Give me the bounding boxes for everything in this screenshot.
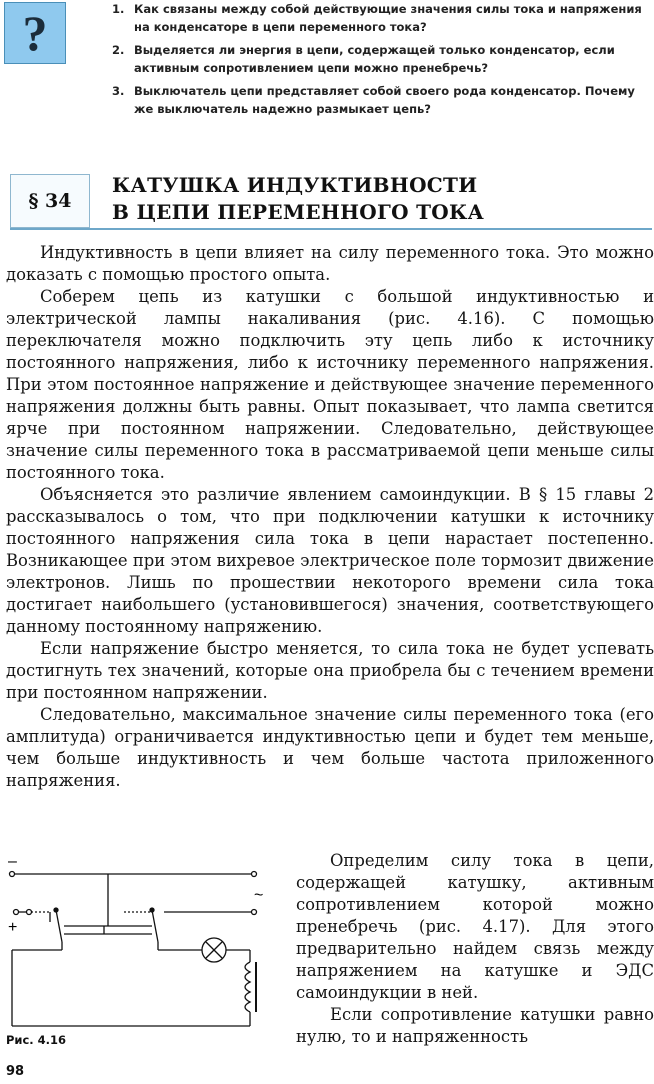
paragraph: Если сопротивление катушки равно нулю, то и напряженность xyxy=(296,1005,654,1046)
question-mark-icon: ? xyxy=(22,5,48,61)
minus-label: – xyxy=(8,854,17,870)
section-title xyxy=(112,172,484,226)
question-text: Выделяется ли энергия в цепи, содержащей только конденсатор, если активным сопротивлением цепи можно пренебречь? xyxy=(134,43,615,75)
ac-label: ~ xyxy=(254,887,264,904)
paragraph: Индуктивность в цепи влияет на силу переменного тока. Это можно доказать с помощью простого опыта. xyxy=(6,243,654,284)
plus-label: + xyxy=(8,919,18,936)
question-item xyxy=(112,82,652,118)
paragraph: Определим силу тока в цепи, содержащей катушку, активным сопротивлением которой можно пренебречь (рис. 4.17). Для этого предварительно найдем связь между напряжением на катушке и ЭДС самоиндукции в ней. xyxy=(296,851,654,1002)
circuit-diagram xyxy=(4,854,288,1034)
section-title-line2: В ЦЕПИ ПЕРЕМЕННОГО ТОКА xyxy=(112,200,485,224)
question-item xyxy=(112,41,652,77)
review-questions xyxy=(112,0,652,123)
question-number: 1. xyxy=(112,2,125,16)
section-rule xyxy=(10,228,652,230)
side-text xyxy=(296,850,654,1048)
questions-icon xyxy=(4,2,66,64)
question-text: Как связаны между собой действующие значения силы тока и напряжения на конденсаторе в цепи переменного тока? xyxy=(134,2,642,34)
paragraph: Если напряжение быстро меняется, то сила тока не будет успевать достигнуть тех значений, которые она приобрела бы с течением времени при постоянном напряжении. xyxy=(6,639,654,702)
section-title-line1: КАТУШКА ИНДУКТИВНОСТИ xyxy=(112,173,478,197)
main-text xyxy=(6,242,654,792)
question-number: 3. xyxy=(112,84,125,98)
figure-caption: Рис. 4.16 xyxy=(6,1033,67,1047)
circuit-figure xyxy=(4,854,288,1054)
paragraph: Объясняется это различие явлением самоиндукции. В § 15 главы 2 рассказывалось о том, что при подключении катушки к источнику постоянного напряжения сила тока в цепи нарастает постепенно. Возникающее при этом вихревое электрическое поле тормозит движение электронов. Лишь по прошествии некоторого времени сила тока достигает наибольшего (установившегося) значения, соответствующего данному постоянному напряжению. xyxy=(6,485,654,636)
question-item xyxy=(112,0,652,36)
section-number: § 34 xyxy=(28,190,72,212)
paragraph: Следовательно, максимальное значение силы переменного тока (его амплитуда) ограничивается индуктивностью цепи и будет тем меньше, чем больше индуктивность и чем больше частота приложенного напряжения. xyxy=(6,705,654,790)
page-number: 98 xyxy=(6,1064,25,1079)
question-text: Выключатель цепи представляет собой своего рода конденсатор. Почему же выключатель надежно размыкает цепь? xyxy=(134,84,635,116)
section-number-box xyxy=(10,174,90,228)
paragraph: Соберем цепь из катушки с большой индуктивностью и электрической лампы накаливания (рис. 4.16). С помощью переключателя можно подключить эту цепь либо к источнику постоянного напряжения, либо к источнику переменного напряжения. При этом постоянное напряжение и действующее значение переменного напряжения должны быть равны. Опыт показывает, что лампа светится ярче при постоянном напряжении. Следовательно, действующее значение силы переменного тока в рассматриваемой цепи меньше силы постоянного тока. xyxy=(6,287,654,482)
question-number: 2. xyxy=(112,43,125,57)
